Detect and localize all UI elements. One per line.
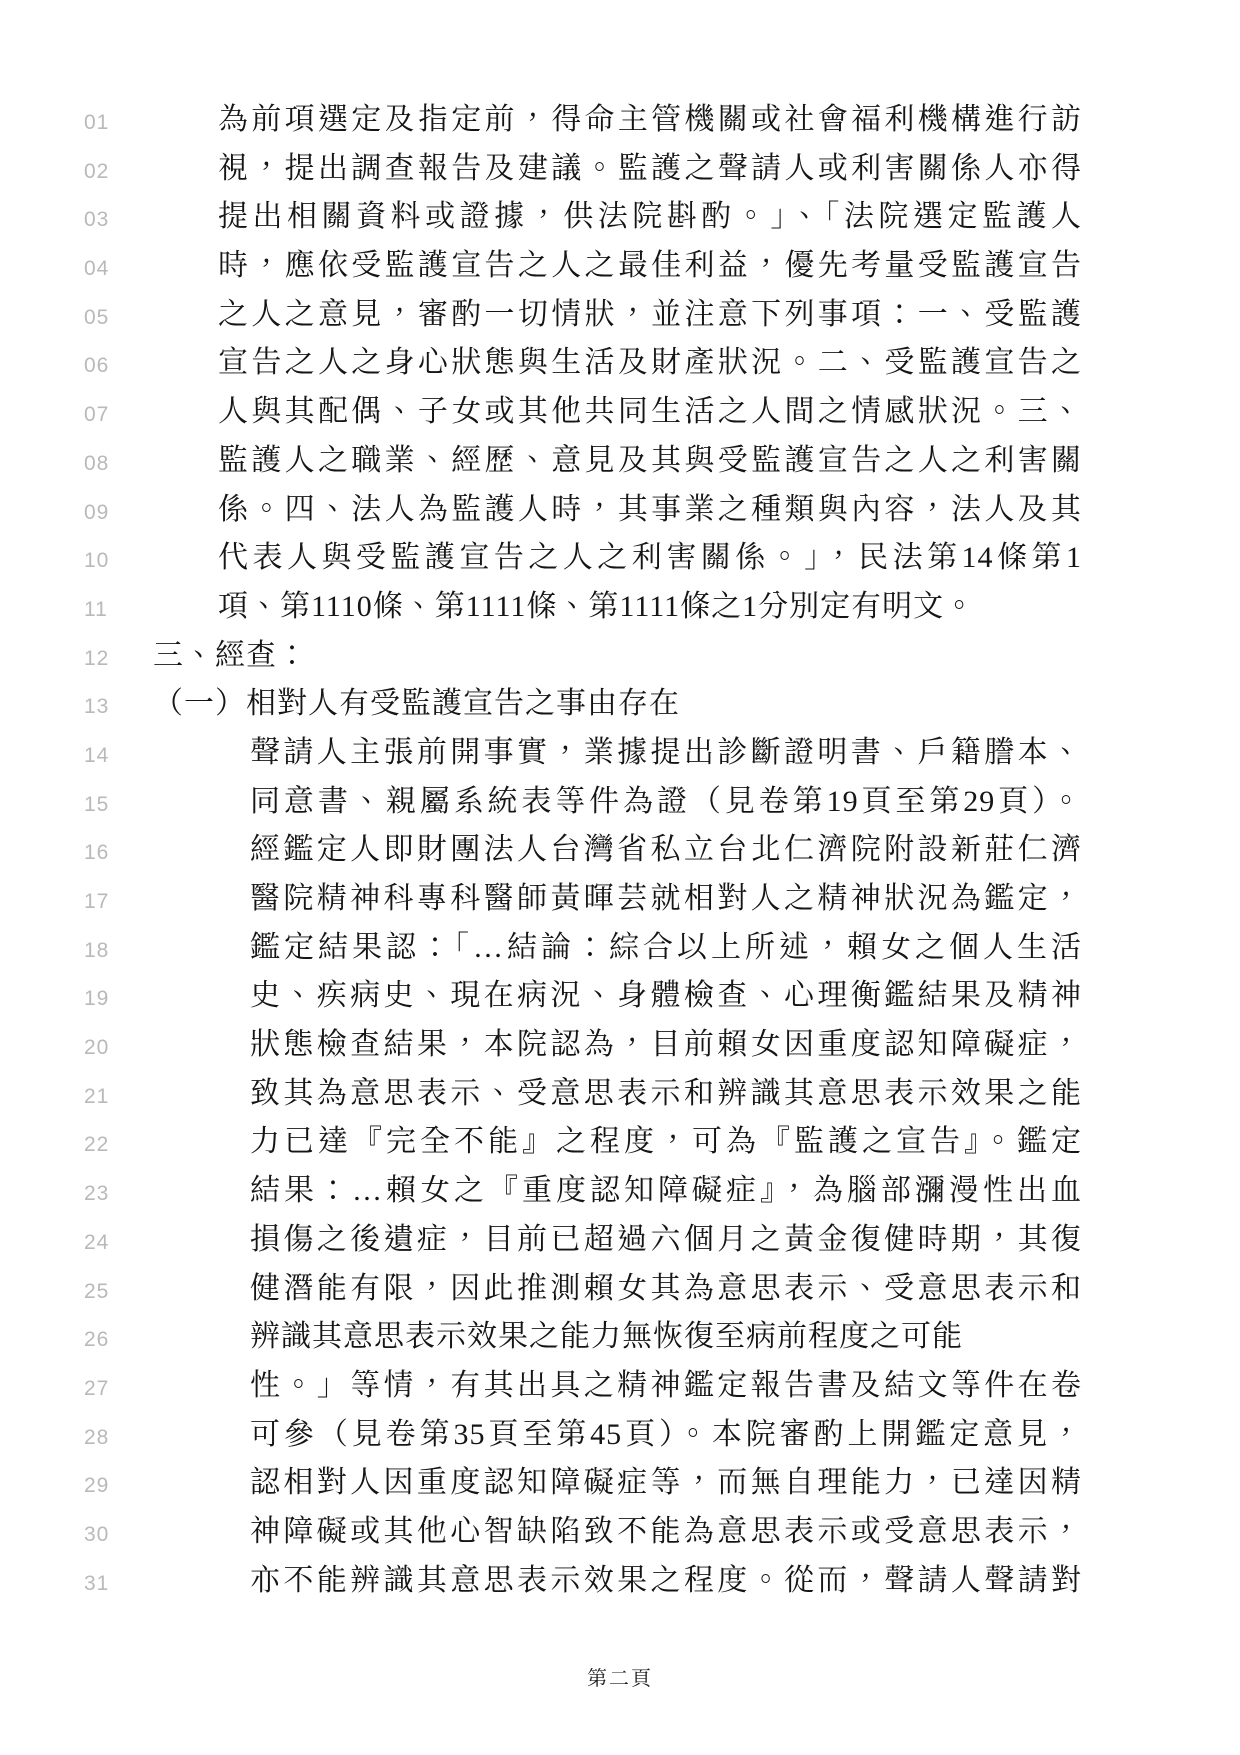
document-line [0,1070,1240,1119]
document-line [0,1021,1240,1070]
line-number: 13 [84,695,110,719]
line-text: 結果：…賴女之『重度認知障礙症』，為腦部瀰漫性出血 [250,1174,1082,1208]
document-line [0,291,1240,340]
document-line [0,1167,1240,1216]
line-number: 24 [84,1230,110,1254]
line-number: 11 [84,597,108,621]
line-number: 29 [84,1474,110,1498]
line-text: 項、第1110條、第1111條、第1111條之1分別定有明文。 [218,589,976,623]
document-line [0,486,1240,535]
line-text: 經鑑定人即財團法人台灣省私立台北仁濟院附設新莊仁濟 [250,833,1082,867]
line-number: 17 [84,890,110,913]
line-text: 健潛能有限，因此推測賴女其為意思表示、受意思表示和 [250,1271,1082,1305]
line-text: 宣告之人之身心狀態與生活及財產狀況。二、受監護宣告之 [218,346,1082,380]
line-number: 23 [84,1182,110,1206]
page-footer: 第二頁 [587,1668,653,1690]
line-text: 人與其配偶、子女或其他共同生活之人間之情感狀況。三、 [218,395,1082,429]
document-line [0,437,1240,486]
document-line [0,680,1240,729]
line-number: 22 [84,1133,110,1157]
line-number: 16 [84,841,110,865]
document-line [0,388,1240,437]
line-number: 28 [84,1425,110,1449]
document-line [0,1411,1240,1460]
line-text: （一）相對人有受監護宣告之事由存在 [153,687,680,721]
line-text: 亦不能辨識其意思表示效果之程度。從而，聲請人聲請對 [250,1563,1082,1597]
line-text: 損傷之後遺症，目前已超過六個月之黃金復健時期，其復 [250,1222,1082,1256]
line-text: 醫院精神科專科醫師黃暉芸就相對人之精神狀況為鑑定， [250,882,1082,915]
line-number: 21 [84,1084,110,1108]
line-text: 三、經查： [153,638,308,672]
document-line [0,242,1240,291]
line-text: 鑑定結果認：「…結論：綜合以上所述，賴女之個人生活 [250,930,1082,964]
line-number: 08 [84,451,110,475]
line-text: 認相對人因重度認知障礙症等，而無自理能力，已達因精 [250,1466,1082,1500]
line-number: 27 [84,1376,110,1400]
document-line [0,534,1240,583]
line-number: 19 [84,987,110,1011]
line-number: 05 [84,305,110,329]
line-number: 02 [84,159,110,183]
line-number: 10 [84,549,110,573]
document-line [0,778,1240,827]
line-number: 09 [84,500,110,524]
document-line [0,875,1240,924]
line-text: 性。」等情，有其出具之精神鑑定報告書及結文等件在卷 [250,1368,1082,1402]
line-number: 14 [84,743,110,767]
line-text: 辨識其意思表示效果之能力無恢復至病前程度之可能 [250,1320,963,1354]
line-text: 為前項選定及指定前，得命主管機關或社會福利機構進行訪 [218,103,1082,136]
line-text: 聲請人主張前開事實，業據提出診斷證明書、戶籍謄本、 [250,735,1082,769]
document-line [0,1313,1240,1362]
document-line [0,826,1240,875]
document-line [0,145,1240,194]
line-text: 時，應依受監護宣告之人之最佳利益，優先考量受監護宣告 [218,249,1082,283]
line-text: 提出相關資料或證據，供法院斟酌。」、「法院選定監護人 [218,200,1082,234]
document-line [0,632,1240,681]
line-text: 視，提出調查報告及建議。監護之聲請人或利害關係人亦得 [218,151,1082,185]
line-text: 監護人之職業、經歷、意見及其與受監護宣告之人之利害關 [218,443,1082,477]
line-number: 12 [84,646,110,670]
document-line [0,96,1240,145]
line-number: 31 [84,1571,110,1595]
line-text: 同意書、親屬系統表等件為證（見卷第19頁至第29頁）。 [250,784,1082,818]
line-text: 係。四、法人為監護人時，其事業之種類與內容，法人及其 [218,492,1082,526]
line-text: 之人之意見，審酌一切情狀，並注意下列事項：一、受監護 [218,297,1082,331]
document-line [0,1118,1240,1167]
document-line [0,1362,1240,1411]
document-line [0,729,1240,778]
line-number: 04 [84,257,110,281]
document-line [0,1216,1240,1265]
line-number: 26 [84,1328,110,1352]
line-number: 20 [84,1036,110,1060]
line-text: 代表人與受監護宣告之人之利害關係。」，民法第14條第1 [218,541,1082,575]
line-text: 可參（見卷第35頁至第45頁）。本院審酌上開鑑定意見， [250,1417,1082,1451]
document-line [0,1557,1240,1606]
line-text: 神障礙或其他心智缺陷致不能為意思表示或受意思表示， [250,1514,1082,1548]
line-text: 致其為意思表示、受意思表示和辨識其意思表示效果之能 [250,1076,1082,1110]
document-line [0,1265,1240,1314]
document-body [0,96,1240,1605]
line-number: 30 [84,1522,110,1546]
line-number: 06 [84,354,110,378]
line-number: 25 [84,1279,110,1303]
line-number: 07 [84,403,110,427]
document-line [0,924,1240,973]
line-number: 18 [84,938,110,962]
document-line [0,972,1240,1021]
line-number: 03 [84,208,110,232]
line-text: 史、疾病史、現在病況、身體檢查、心理衡鑑結果及精神 [250,979,1082,1013]
line-text: 狀態檢查結果，本院認為，目前賴女因重度認知障礙症， [250,1028,1082,1062]
document-line [0,193,1240,242]
line-number: 01 [84,111,110,134]
document-line [0,1459,1240,1508]
document-line [0,339,1240,388]
document-line [0,1508,1240,1557]
document-line [0,583,1240,632]
line-text: 力已達『完全不能』之程度，可為『監護之宣告』。鑑定 [250,1125,1082,1159]
line-number: 15 [84,792,110,816]
